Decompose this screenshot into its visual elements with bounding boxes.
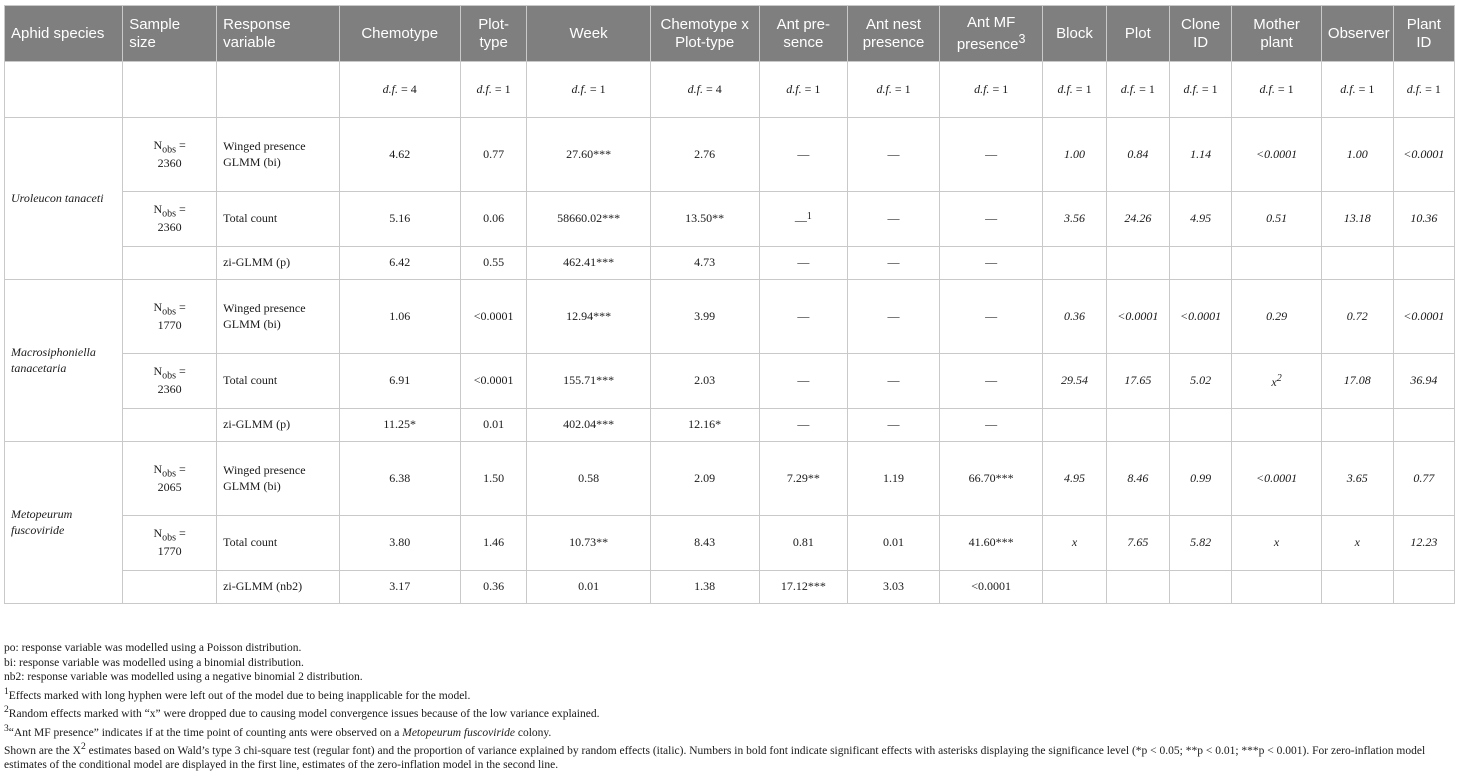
df-label: d.f. xyxy=(1406,81,1423,96)
note-bi: bi: response variable was modelled using a binomial distribution. xyxy=(4,656,304,669)
value-plot xyxy=(1106,247,1169,280)
value-mother-plant xyxy=(1232,571,1322,604)
table-row xyxy=(5,571,1455,604)
table-row xyxy=(5,354,1455,409)
footnote-ref-1: 1 xyxy=(806,210,812,222)
table-row xyxy=(5,118,1455,192)
header-plot: Plot xyxy=(1106,6,1169,62)
value-plant-id: 10.36 xyxy=(1393,192,1454,247)
note-3-text-a: “Ant MF presence” indicates if at the time point of counting ants were observed on a xyxy=(8,726,403,739)
value-plant-id xyxy=(1393,409,1454,442)
df-cell-block: d.f. = 1 xyxy=(1043,62,1106,118)
note-2-text: Random effects marked with “x” were dropped due to causing model convergence issues because of the low variance explained. xyxy=(8,708,600,721)
value-ant-nest-presence: — xyxy=(848,192,940,247)
value-plant-id: 36.94 xyxy=(1393,354,1454,409)
df-cell-chemotype-x-plot-type: d.f. = 4 xyxy=(650,62,759,118)
value-chemotype: 6.91 xyxy=(339,354,460,409)
value-week: 0.58 xyxy=(527,442,650,516)
value-chemotype-x-plot-type: 2.09 xyxy=(650,442,759,516)
value-plot-type: <0.0001 xyxy=(460,354,526,409)
table-row xyxy=(5,280,1455,354)
response-variable-cell: Total count xyxy=(217,192,339,247)
species-cell: Uroleucon tanaceti xyxy=(5,118,123,280)
note-3-species: Metopeurum fuscoviride xyxy=(402,726,515,739)
df-label: d.f. xyxy=(476,81,492,96)
df-cell-ant-nest-presence: d.f. = 1 xyxy=(848,62,940,118)
value-ant-pre-sence: 7.29** xyxy=(759,442,848,516)
header-ant-mf-sup: 3 xyxy=(1018,31,1026,46)
df-label: d.f. xyxy=(1340,81,1356,96)
value-clone-id: 5.82 xyxy=(1169,516,1231,571)
value-ant-mf-presence: 66.70*** xyxy=(939,442,1042,516)
df-cell-mother-plant: d.f. = 1 xyxy=(1232,62,1322,118)
sample-size-cell: $N_{obs}$ = 2360 xyxy=(123,354,217,409)
table-row xyxy=(5,409,1455,442)
value-plot: 7.65 xyxy=(1106,516,1169,571)
value-week: 402.04*** xyxy=(527,409,650,442)
value-plant-id: 0.77 xyxy=(1393,442,1454,516)
note-3-text-b: colony. xyxy=(514,726,552,739)
nobs-sub: obs xyxy=(162,467,177,479)
header-block: Block xyxy=(1043,6,1106,62)
value-week: 0.01 xyxy=(527,571,650,604)
species-cell: Macrosiphoniella tanacetaria xyxy=(5,280,123,442)
note-shown-b: estimates based on Wald’s type 3 chi-square test (regular font) and the proportion of variance explained by random effects (italic). Numbers in bold font indicate significant effects with asterisks displaying the significance level (*p < 0.05; **p < 0.01; ***p < 0.001). For zero-inflation model estimates of the conditional model are displayed in the first line, estimates of the zero-inflation model in the second line. xyxy=(4,744,1426,772)
value-mother-plant: x xyxy=(1232,516,1322,571)
note-shown-a: Shown are the X xyxy=(4,744,81,757)
value-observer: 0.72 xyxy=(1321,280,1393,354)
footnote-ref-2: 2 xyxy=(1276,372,1282,384)
value-ant-nest-presence: — xyxy=(848,118,940,192)
df-label: d.f. xyxy=(1057,81,1073,96)
value-chemotype-x-plot-type: 3.99 xyxy=(650,280,759,354)
sample-size-cell xyxy=(123,247,217,280)
header-chemotype: Chemotype xyxy=(339,6,460,62)
df-empty-cell xyxy=(123,62,217,118)
value-clone-id: <0.0001 xyxy=(1169,280,1231,354)
value-clone-id xyxy=(1169,409,1231,442)
value-chemotype-x-plot-type: 8.43 xyxy=(650,516,759,571)
response-variable-cell: Winged presence GLMM (bi) xyxy=(217,442,339,516)
value-ant-nest-presence: — xyxy=(848,247,940,280)
value-observer xyxy=(1321,409,1393,442)
header-observer: Observer xyxy=(1321,6,1393,62)
value-chemotype-x-plot-type: 1.38 xyxy=(650,571,759,604)
value-mother-plant: <0.0001 xyxy=(1232,118,1322,192)
response-variable-cell: Winged presence GLMM (bi) xyxy=(217,118,339,192)
value-plot: 17.65 xyxy=(1106,354,1169,409)
value-observer: 13.18 xyxy=(1321,192,1393,247)
value-chemotype: 3.80 xyxy=(339,516,460,571)
sample-size-cell: $N_{obs}$ = 1770 xyxy=(123,280,217,354)
value-plot-type: 0.01 xyxy=(460,409,526,442)
nobs-sub: obs xyxy=(162,370,177,382)
note-shown-sup: 2 xyxy=(80,741,86,753)
value-chemotype: 4.62 xyxy=(339,118,460,192)
df-empty-cell xyxy=(5,62,123,118)
value-ant-mf-presence: — xyxy=(939,192,1042,247)
header-plant-id: Plant ID xyxy=(1393,6,1454,62)
df-label: d.f. xyxy=(1183,81,1199,96)
note-po: po: response variable was modelled using a Poisson distribution. xyxy=(4,642,302,654)
value-chemotype: 11.25* xyxy=(339,409,460,442)
table-row xyxy=(5,516,1455,571)
note-1: $^1$Effects marked with long hyphen were left out of the model due to being inapplicable for the model. xyxy=(4,685,471,702)
value-chemotype: 5.16 xyxy=(339,192,460,247)
value-ant-pre-sence: 17.12*** xyxy=(759,571,848,604)
header-ant-mf-presence: Ant MF presence$^3$ xyxy=(939,6,1042,62)
sample-size-cell: $N_{obs}$ = 2360 xyxy=(123,118,217,192)
value-block xyxy=(1043,247,1106,280)
value-plant-id xyxy=(1393,571,1454,604)
value-mother-plant xyxy=(1232,409,1322,442)
response-variable-cell: zi-GLMM (nb2) xyxy=(217,571,339,604)
value-ant-nest-presence: 1.19 xyxy=(848,442,940,516)
response-variable-cell: zi-GLMM (p) xyxy=(217,247,339,280)
value-mother-plant: <0.0001 xyxy=(1232,442,1322,516)
value-chemotype-x-plot-type: 12.16* xyxy=(650,409,759,442)
value-block: 0.36 xyxy=(1043,280,1106,354)
response-variable-cell: zi-GLMM (p) xyxy=(217,409,339,442)
note-1-text: Effects marked with long hyphen were left out of the model due to being inapplicable for the model. xyxy=(8,689,471,702)
header-row xyxy=(5,6,1455,62)
note-nb2: nb2: response variable was modelled using a negative binomial 2 distribution. xyxy=(4,671,363,684)
value-ant-mf-presence: — xyxy=(939,118,1042,192)
value-block xyxy=(1043,409,1106,442)
nobs-sub: obs xyxy=(162,143,177,155)
sample-size-cell xyxy=(123,571,217,604)
value-observer: 1.00 xyxy=(1321,118,1393,192)
species-cell: Metopeurum fuscoviride xyxy=(5,442,123,604)
table-row xyxy=(5,247,1455,280)
value-observer xyxy=(1321,247,1393,280)
value-observer: x xyxy=(1321,516,1393,571)
sample-size-cell: $N_{obs}$ = 2065 xyxy=(123,442,217,516)
header-week: Week xyxy=(527,6,650,62)
value-plant-id: <0.0001 xyxy=(1393,280,1454,354)
sample-size-cell xyxy=(123,409,217,442)
value-clone-id xyxy=(1169,247,1231,280)
value-mother-plant xyxy=(1232,247,1322,280)
value-ant-mf-presence: <0.0001 xyxy=(939,571,1042,604)
header-response-variable: Response variable xyxy=(217,6,339,62)
value-clone-id: 5.02 xyxy=(1169,354,1231,409)
value-plot-type: <0.0001 xyxy=(460,280,526,354)
response-variable-cell: Total count xyxy=(217,516,339,571)
df-cell-plot-type: d.f. = 1 xyxy=(460,62,526,118)
value-plot: 0.84 xyxy=(1106,118,1169,192)
value-mother-plant: $x^2$ xyxy=(1232,354,1322,409)
value-ant-nest-presence: — xyxy=(848,354,940,409)
value-clone-id xyxy=(1169,571,1231,604)
note-2: $^2$Random effects marked with “x” were dropped due to causing model convergence issues because of the low variance explained. xyxy=(4,704,600,721)
value-ant-pre-sence: — xyxy=(759,409,848,442)
value-ant-nest-presence: 3.03 xyxy=(848,571,940,604)
value-ant-mf-presence: — xyxy=(939,247,1042,280)
value-block: 29.54 xyxy=(1043,354,1106,409)
table-row xyxy=(5,442,1455,516)
value-chemotype-x-plot-type: 2.76 xyxy=(650,118,759,192)
value-plot: <0.0001 xyxy=(1106,280,1169,354)
value-ant-mf-presence: — xyxy=(939,280,1042,354)
sample-size-cell: $N_{obs}$ = 2360 xyxy=(123,192,217,247)
nobs-sub: obs xyxy=(162,208,177,220)
value-plot-type: 1.46 xyxy=(460,516,526,571)
value-ant-mf-presence: — xyxy=(939,354,1042,409)
df-label: d.f. xyxy=(382,81,398,96)
value-plot-type: 0.06 xyxy=(460,192,526,247)
df-cell-observer: d.f. = 1 xyxy=(1321,62,1393,118)
results-table xyxy=(4,5,1455,604)
df-cell-week: d.f. = 1 xyxy=(527,62,650,118)
value-plot xyxy=(1106,409,1169,442)
value-chemotype-x-plot-type: 13.50** xyxy=(650,192,759,247)
df-cell-ant-pre-sence: d.f. = 1 xyxy=(759,62,848,118)
value-ant-pre-sence: — xyxy=(759,118,848,192)
value-week: 27.60*** xyxy=(527,118,650,192)
df-cell-clone-id: d.f. = 1 xyxy=(1169,62,1231,118)
value-plot: 24.26 xyxy=(1106,192,1169,247)
value-ant-mf-presence: — xyxy=(939,409,1042,442)
value-block xyxy=(1043,571,1106,604)
header-plot-type: Plot-type xyxy=(460,6,526,62)
nobs-sub: obs xyxy=(162,532,177,544)
value-observer xyxy=(1321,571,1393,604)
header-ant-nest-presence: Ant nest presence xyxy=(848,6,940,62)
value-plot-type: 0.55 xyxy=(460,247,526,280)
df-cell-ant-mf-presence: d.f. = 1 xyxy=(939,62,1042,118)
note-shown xyxy=(4,740,1456,773)
value-chemotype: 6.42 xyxy=(339,247,460,280)
value-block: 1.00 xyxy=(1043,118,1106,192)
value-ant-nest-presence: — xyxy=(848,280,940,354)
header-mother-plant: Mother plant xyxy=(1232,6,1322,62)
value-ant-pre-sence: — xyxy=(759,247,848,280)
value-clone-id: 4.95 xyxy=(1169,192,1231,247)
df-label: d.f. xyxy=(1120,81,1137,96)
value-chemotype: 6.38 xyxy=(339,442,460,516)
value-week: 155.71*** xyxy=(527,354,650,409)
value-week: 12.94*** xyxy=(527,280,650,354)
header-clone-id: Clone ID xyxy=(1169,6,1231,62)
value-ant-nest-presence: 0.01 xyxy=(848,516,940,571)
value-block: 4.95 xyxy=(1043,442,1106,516)
value-clone-id: 0.99 xyxy=(1169,442,1231,516)
value-week: 462.41*** xyxy=(527,247,650,280)
value-mother-plant: 0.29 xyxy=(1232,280,1322,354)
value-ant-mf-presence: 41.60*** xyxy=(939,516,1042,571)
value-plot-type: 0.36 xyxy=(460,571,526,604)
value-chemotype: 3.17 xyxy=(339,571,460,604)
note-3: $^3$“Ant MF presence” indicates if at the time point of counting ants were observed on a Metopeurum fuscoviride colony. xyxy=(4,722,552,739)
df-label: d.f. xyxy=(876,81,892,96)
value-plot xyxy=(1106,571,1169,604)
df-cell-chemotype: d.f. = 4 xyxy=(339,62,460,118)
df-label: d.f. xyxy=(687,81,703,96)
value-ant-pre-sence: — xyxy=(759,280,848,354)
df-cell-plant-id: d.f. = 1 xyxy=(1393,62,1454,118)
header-sample-size: Sample size xyxy=(123,6,217,62)
value-ant-nest-presence: — xyxy=(848,409,940,442)
df-label: d.f. xyxy=(974,81,990,96)
value-observer: 17.08 xyxy=(1321,354,1393,409)
value-plant-id xyxy=(1393,247,1454,280)
header-ant-pre-sence: Ant pre-sence xyxy=(759,6,848,62)
value-week: 10.73** xyxy=(527,516,650,571)
value-plot: 8.46 xyxy=(1106,442,1169,516)
value-observer: 3.65 xyxy=(1321,442,1393,516)
response-variable-cell: Winged presence GLMM (bi) xyxy=(217,280,339,354)
value-ant-pre-sence: —$^1$ xyxy=(759,192,848,247)
df-row xyxy=(5,62,1455,118)
header-aphid-species: Aphid species xyxy=(5,6,123,62)
df-empty-cell xyxy=(217,62,339,118)
value-block: 3.56 xyxy=(1043,192,1106,247)
value-plot-type: 0.77 xyxy=(460,118,526,192)
value-week: 58660.02*** xyxy=(527,192,650,247)
table-footnotes xyxy=(4,641,1456,773)
value-clone-id: 1.14 xyxy=(1169,118,1231,192)
table-row xyxy=(5,192,1455,247)
response-variable-cell: Total count xyxy=(217,354,339,409)
value-plant-id: 12.23 xyxy=(1393,516,1454,571)
value-chemotype: 1.06 xyxy=(339,280,460,354)
df-label: d.f. xyxy=(571,81,587,96)
value-ant-pre-sence: 0.81 xyxy=(759,516,848,571)
sample-size-cell: $N_{obs}$ = 1770 xyxy=(123,516,217,571)
df-cell-plot: d.f. = 1 xyxy=(1106,62,1169,118)
nobs-sub: obs xyxy=(162,305,177,317)
value-chemotype-x-plot-type: 4.73 xyxy=(650,247,759,280)
df-label: d.f. xyxy=(786,81,802,96)
value-plant-id: <0.0001 xyxy=(1393,118,1454,192)
header-chemotype-x-plot-type: Chemotype x Plot-type xyxy=(650,6,759,62)
value-chemotype-x-plot-type: 2.03 xyxy=(650,354,759,409)
value-ant-pre-sence: — xyxy=(759,354,848,409)
value-plot-type: 1.50 xyxy=(460,442,526,516)
value-mother-plant: 0.51 xyxy=(1232,192,1322,247)
df-label: d.f. xyxy=(1259,81,1275,96)
value-block: x xyxy=(1043,516,1106,571)
